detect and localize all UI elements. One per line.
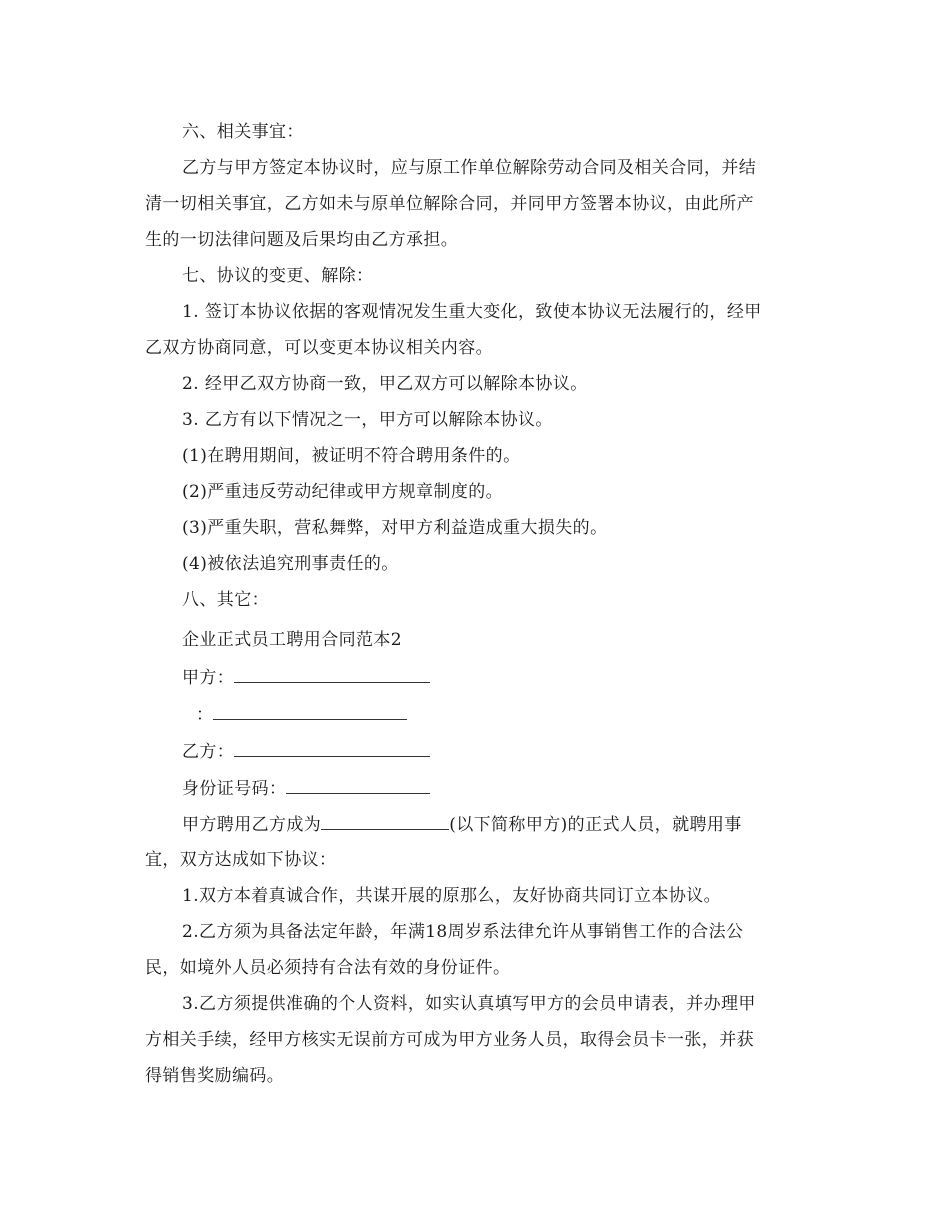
hire-part1: 甲方聘用乙方成为 [182, 815, 322, 835]
section-seven-heading: 七、协议的变更、解除： [182, 266, 374, 286]
party-b-row [182, 740, 430, 763]
clause-continuation: 得销售奖励编码。 [145, 1066, 285, 1086]
colon-label: ： [196, 705, 214, 725]
hire-blank [321, 813, 449, 830]
section-six-heading: 六、相关事宜： [182, 122, 304, 142]
id-label: 身份证号码： [182, 779, 287, 799]
party-a-blank [234, 666, 430, 683]
list-item: 2. 经甲乙双方协商一致，甲乙双方可以解除本协议。 [182, 374, 588, 394]
clause: 1.双方本着真诚合作，共谋开展的原那么，友好协商共同订立本协议。 [182, 886, 722, 906]
party-b-blank [234, 740, 430, 757]
party-b-label: 乙方： [182, 742, 235, 762]
sub-item: (1)在聘用期间，被证明不符合聘用条件的。 [182, 446, 521, 466]
hire-para-line2: 宜，双方达成如下协议： [145, 850, 337, 870]
party-a-row [182, 666, 430, 689]
section-eight-heading: 八、其它： [182, 590, 269, 610]
colon-blank [213, 703, 407, 720]
sub-item: (4)被依法追究刑事责任的。 [182, 554, 399, 574]
id-blank [286, 777, 430, 794]
list-item: 3. 乙方有以下情况之一，甲方可以解除本协议。 [182, 410, 553, 430]
party-a-label: 甲方： [182, 668, 235, 688]
clause: 2.乙方须为具备法定年龄，年满18周岁系法律允许从事销售工作的合法公 [182, 922, 744, 942]
sub-item: (3)严重失职，营私舞弊，对甲方利益造成重大损失的。 [182, 518, 608, 538]
clause-continuation: 民，如境外人员必须持有合法有效的身份证件。 [145, 958, 511, 978]
paragraph-line: 生的一切法律问题及后果均由乙方承担。 [145, 230, 459, 250]
contract-title: 企业正式员工聘用合同范本2 [182, 630, 403, 650]
list-item: 1. 签订本协议依据的客观情况发生重大变化，致使本协议无法履行的，经甲 [182, 302, 762, 322]
paragraph-line: 清一切相关事宜，乙方如未与原单位解除合同，并同甲方签署本协议，由此所产 [145, 194, 754, 214]
sub-item: (2)严重违反劳动纪律或甲方规章制度的。 [182, 482, 504, 502]
id-row [182, 777, 430, 800]
colon-row [196, 703, 407, 726]
paragraph-line: 乙方与甲方签定本协议时，应与原工作单位解除劳动合同及相关合同，并结 [182, 158, 757, 178]
hire-para-line [182, 813, 742, 836]
clause-continuation: 方相关手续，经甲方核实无误前方可成为甲方业务人员，取得会员卡一张，并获 [145, 1030, 754, 1050]
hire-part2: (以下简称甲方)的正式人员，就聘用事 [449, 815, 742, 835]
list-item-continuation: 乙双方协商同意，可以变更本协议相关内容。 [145, 338, 493, 358]
clause: 3.乙方须提供准确的个人资料，如实认真填写甲方的会员申请表，并办理甲 [182, 994, 756, 1014]
